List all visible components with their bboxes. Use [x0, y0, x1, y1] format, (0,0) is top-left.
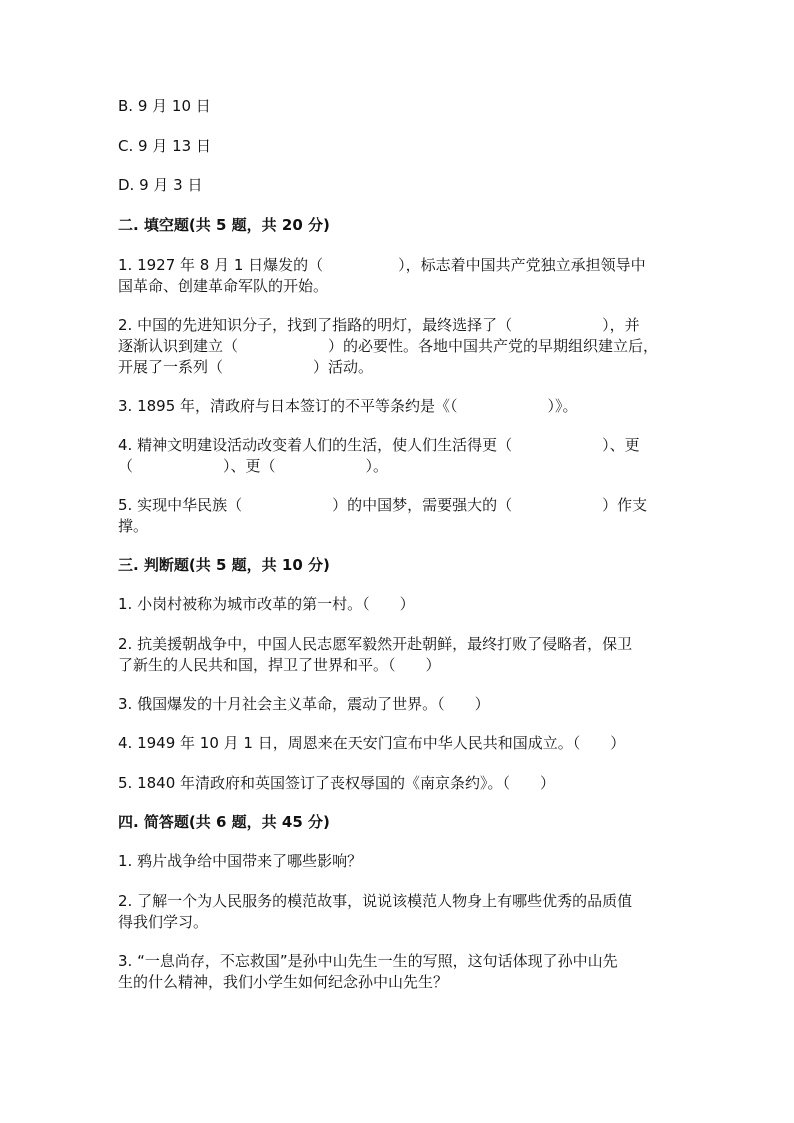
fill-q2-line1: 2. 中国的先进知识分子，找到了指路的明灯，最终选择了（ ），并	[118, 316, 640, 334]
short-q1: 1. 鸦片战争给中国带来了哪些影响？	[118, 852, 363, 870]
fill-q4-line2: （ ）、更（ ）。	[118, 457, 389, 475]
option-b: B. 9 月 10 日	[118, 97, 211, 115]
judge-q2-line2: 了新生的人民共和国，捍卫了世界和平。（ ）	[118, 656, 441, 674]
judge-q1: 1. 小岗村被称为城市改革的第一村。（ ）	[118, 595, 415, 613]
fill-q5-line1: 5. 实现中华民族（ ）的中国梦，需要强大的（ ）作支	[118, 496, 648, 514]
short-q2-line2: 得我们学习。	[118, 913, 209, 931]
fill-q5-line2: 撑。	[118, 517, 149, 535]
fill-q1-line2: 国革命、创建革命军队的开始。	[118, 277, 329, 295]
short-q3-line2: 生的什么精神，我们小学生如何纪念孙中山先生？	[118, 973, 449, 991]
judge-q2-line1: 2. 抗美援朝战争中，中国人民志愿军毅然开赴朝鲜，最终打败了侵略者，保卫	[118, 635, 633, 653]
fill-q1-line1: 1. 1927 年 8 月 1 日爆发的（ ），标志着中国共产党独立承担领导中	[118, 256, 646, 274]
fill-q4-line1: 4. 精神文明建设活动改变着人们的生活，使人们生活得更（ ）、更	[118, 436, 640, 454]
fill-q3: 3. 1895 年，清政府与日本签订的不平等条约是《（ ）》。	[118, 397, 578, 415]
option-c: C. 9 月 13 日	[118, 137, 211, 155]
section-fill-blank-heading: 二. 填空题(共 5 题，共 20 分)	[118, 216, 330, 234]
fill-q2-line2: 逐渐认识到建立（ ）的必要性。各地中国共产党的早期组织建立后，	[118, 337, 659, 355]
fill-q2-line3: 开展了一系列（ ）活动。	[118, 358, 374, 376]
short-q3-line1: 3. “一息尚存，不忘救国”是孙中山先生一生的写照，这句话体现了孙中山先	[118, 952, 618, 970]
judge-q4: 4. 1949 年 10 月 1 日，周恩来在天安门宣布中华人民共和国成立。（ ）	[118, 734, 626, 752]
section-short-answer-heading: 四. 简答题(共 6 题，共 45 分)	[118, 813, 330, 831]
judge-q3: 3. 俄国爆发的十月社会主义革命，震动了世界。（ ）	[118, 695, 490, 713]
short-q2-line1: 2. 了解一个为人民服务的模范故事，说说该模范人物身上有哪些优秀的品质值	[118, 892, 633, 910]
section-judgment-heading: 三. 判断题(共 5 题，共 10 分)	[118, 556, 330, 574]
option-d: D. 9 月 3 日	[118, 176, 203, 194]
judge-q5: 5. 1840 年清政府和英国签订了丧权辱国的《南京条约》。（ ）	[118, 774, 556, 792]
